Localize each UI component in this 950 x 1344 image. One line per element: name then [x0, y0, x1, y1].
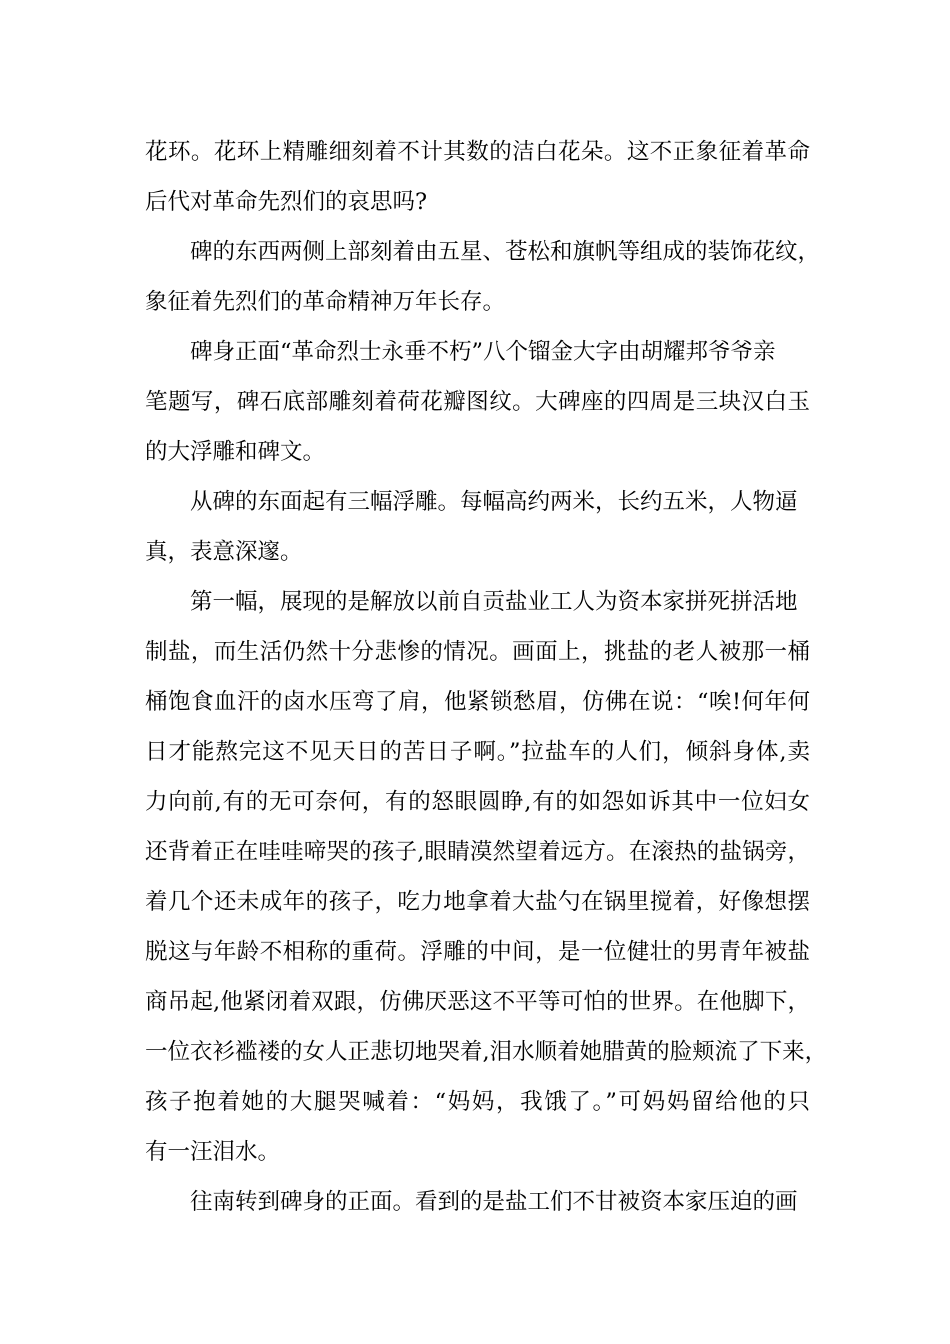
text-line: 孩子抱着她的大腿哭喊着：“妈妈，我饿了。”可妈妈留给他的只 [145, 1089, 810, 1115]
text-line: 碑的东西两侧上部刻着由五星、苍松和旗帆等组成的装饰花纹， [190, 239, 821, 265]
text-line: 花环。花环上精雕细刻着不计其数的洁白花朵。这不正象征着革命 [145, 139, 810, 165]
text-line: 有一汪泪水。 [145, 1139, 281, 1165]
text-line: 从碑的东面起有三幅浮雕。每幅高约两米，长约五米，人物逼 [190, 489, 798, 515]
text-line: 桶饱食血汗的卤水压弯了肩，他紧锁愁眉，仿佛在说：“唉!何年何 [145, 689, 810, 715]
text-line: 第一幅，展现的是解放以前自贡盐业工人为资本家拼死拼活地 [190, 589, 798, 615]
body-text [145, 127, 828, 1227]
text-line: 力向前,有的无可奈何，有的怒眼圆睁,有的如怨如诉其中一位妇女 [145, 789, 810, 815]
text-line: 商吊起,他紧闭着双跟，仿佛厌恶这不平等可怕的世界。在他脚下， [145, 989, 810, 1015]
text-line: 往南转到碑身的正面。看到的是盐工们不甘被资本家压迫的画 [190, 1189, 798, 1215]
text-line: 笔题写，碑石底部雕刻着荷花瓣图纹。大碑座的四周是三块汉白玉 [145, 389, 810, 415]
text-line: 一位衣衫褴褛的女人正悲切地哭着,泪水顺着她腊黄的脸颊流了下来， [145, 1039, 828, 1065]
text-line: 日才能熬完这不见天日的苦日子啊。”拉盐车的人们，倾斜身体,卖 [145, 739, 810, 765]
text-line: 后代对革命先烈们的哀思吗? [145, 189, 428, 215]
text-line: 着几个还未成年的孩子，吃力地拿着大盐勺在锅里搅着，好像想摆 [145, 889, 810, 915]
text-line: 制盐，而生活仍然十分悲惨的情况。画面上，挑盐的老人被那一桶 [145, 639, 810, 665]
text-line: 象征着先烈们的革命精神万年长存。 [145, 289, 506, 315]
text-line: 真，表意深邃。 [145, 539, 303, 565]
text-line: 碑身正面“革命烈士永垂不朽”八个镏金大字由胡耀邦爷爷亲 [190, 339, 776, 365]
text-line: 脱这与年龄不相称的重荷。浮雕的中间，是一位健壮的男青年被盐 [145, 939, 810, 965]
text-line: 的大浮雕和碑文。 [145, 439, 326, 465]
text-line: 还背着正在哇哇啼哭的孩子,眼睛漠然望着远方。在滚热的盐锅旁， [145, 839, 810, 865]
